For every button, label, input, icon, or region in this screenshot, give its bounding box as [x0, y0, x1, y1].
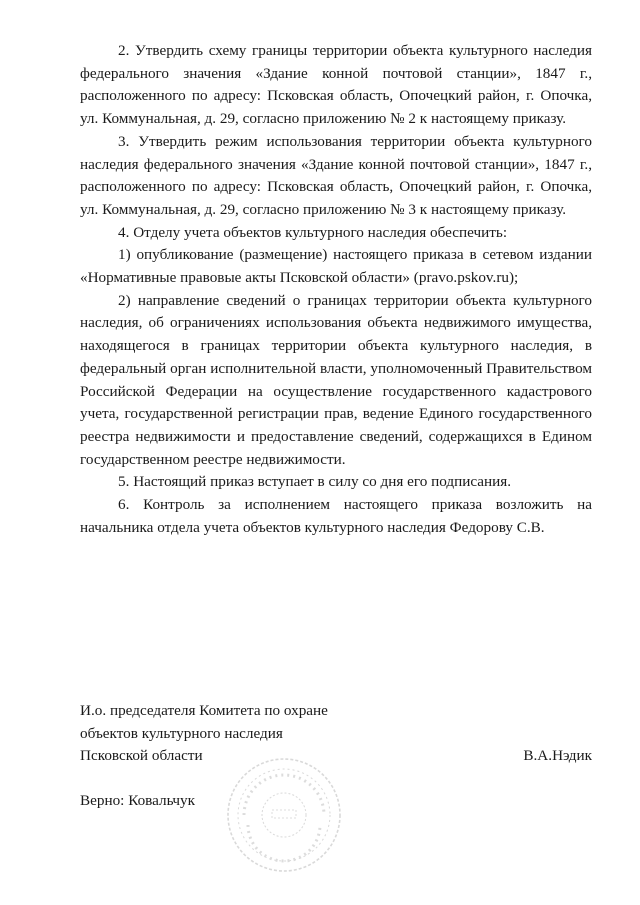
order-body [80, 40, 592, 539]
round-seal-stamp-icon [224, 755, 344, 875]
signer-position-line-2: объектов культурного наследия [80, 724, 283, 742]
signer-position-line-3: Псковской области [80, 747, 203, 765]
paragraph-item-5: 5. Настоящий приказ вступает в силу со дня его подписания. [118, 473, 512, 491]
paragraph-item-2: 2. Утвердить схему границы территории объекта культурного наследия федерального значения «Здание конной почтовой станции», 1847 г., расположенного по адресу: Псковская область, Опочецкий район, г. Опочка, ул. Коммунальная, д. 29, согласно приложению № 2 к настоящему приказу. [80, 42, 592, 128]
signer-name: В.А.Нэдик [523, 747, 592, 765]
verified-copy-note: Верно: Ковальчук [80, 792, 195, 809]
paragraph-item-4: 4. Отделу учета объектов культурного наследия обеспечить: [118, 223, 508, 241]
paragraph-subitem-2: 2) направление сведений о границах территории объекта культурного наследия, об ограничениях использования объекта недвижимого имущества, находящегося в границах территории объекта культурного наследия, в федеральный орган исполнительной власти, уполномоченный Правительством Российской Федерации на осуществление государственного кадастрового учета, государственной регистрации прав, ведение Единого государственного реестра недвижимости и предоставление сведений, содержащихся в Едином государственном реестре недвижимости. [80, 291, 592, 468]
signer-position-line-1: И.о. председателя Комитета по охране [80, 702, 328, 719]
paragraph-item-3: 3. Утвердить режим использования территории объекта культурного наследия федерального значения «Здание конной почтовой станции», 1847 г., расположенного по адресу: Псковская область, Опочецкий район, г. Опочка, ул. Коммунальная, д. 29, согласно приложению № 3 к настоящему приказу. [80, 132, 592, 218]
paragraph-item-6: 6. Контроль за исполнением настоящего приказа возложить на начальника отдела учета объектов культурного наследия Федорову С.В. [80, 496, 592, 536]
paragraph-subitem-1: 1) опубликование (размещение) настоящего приказа в сетевом издании «Нормативные правовые акты Псковской области» (pravo.pskov.ru); [80, 246, 592, 287]
